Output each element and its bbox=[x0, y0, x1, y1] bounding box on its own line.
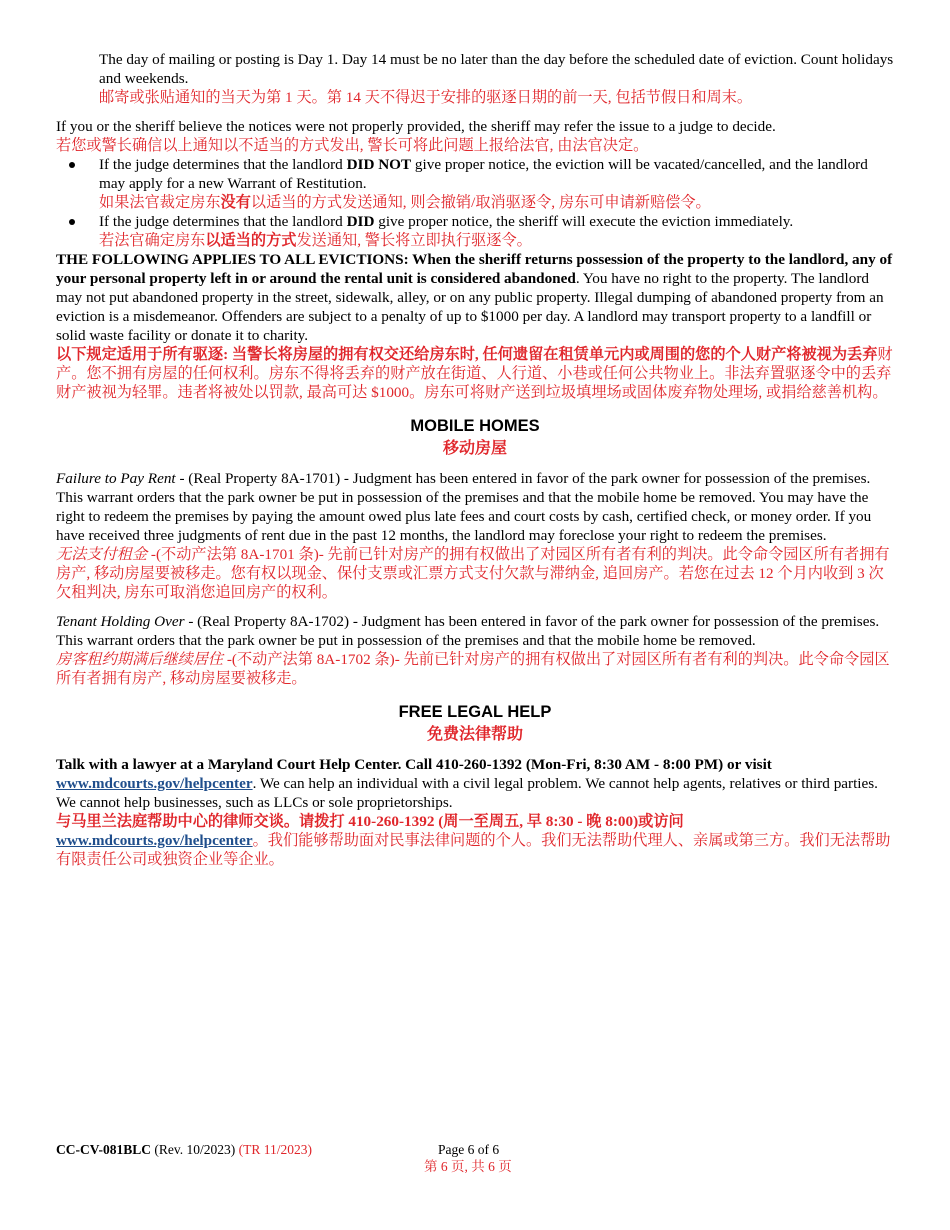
legal-help-zh: 与马里兰法庭帮助中心的律师交谈。请拨打 410-260-1392 (周一至周五, 早 8:30 - 晚 8:00)或访问 www.mdcourts.gov/helpcenter。我们能够帮助面对民事法律问题的个人。我们无法帮助代理人、亲属或第三方。我们无法帮助有限责任公司或独资企业等企业。 bbox=[56, 813, 891, 868]
help-center-link[interactable]: www.mdcourts.gov/helpcenter bbox=[56, 775, 253, 792]
list-item: If the judge determines that the landlord DID NOT give proper notice, the eviction will be vacated/cancelled, and the landlord may apply for a new Warrant of Restitution. 如果法官裁定房东没有以适当的方式发送通知, 则会撤销/取消驱逐令, 房东可申请新赔偿令。 bbox=[56, 155, 894, 212]
mobile-homes-heading-zh: 移动房屋 bbox=[442, 438, 507, 457]
help-center-link-zh[interactable]: www.mdcourts.gov/helpcenter bbox=[56, 832, 253, 849]
sheriff-refer-zh: 若您或警长确信以上通知以不适当的方式发出, 警长可将此问题上报给法官, 由法官决定。 bbox=[56, 137, 649, 154]
bullet-icon bbox=[69, 219, 75, 225]
legal-help-en: Talk with a lawyer at a Maryland Court Help Center. Call 410-260-1392 (Mon-Fri, 8:30 AM - 8:00 PM) or visit www.mdcourts.gov/helpcenter. We can help an individual with a civil legal problem. We cannot help agents, relatives or third parties. We cannot help businesses, such as LLCs or sole proprietorships. bbox=[56, 756, 878, 811]
holding-over-zh: 房客租约期满后继续居住 -(不动产法第 8A-1702 条)- 先前已针对房产的拥有权做出了对园区所有者有利的判决。此令命令园区所有者拥有房产, 移动房屋要被移走。 bbox=[56, 651, 890, 687]
day-rule-en: The day of mailing or posting is Day 1. Day 14 must be no later than the day before the scheduled date of eviction. Count holidays and weekends. bbox=[99, 51, 894, 87]
day-rule-block bbox=[56, 50, 894, 107]
day-rule-zh: 邮寄或张贴通知的当天为第 1 天。第 14 天不得迟于安排的驱逐日期的前一天, 包括节假日和周末。 bbox=[99, 89, 753, 106]
list-item: If the judge determines that the landlord DID give proper notice, the sheriff will execute the eviction immediately. 若法官确定房东以适当的方式发送通知, 警长将立即执行驱逐令。 bbox=[56, 212, 894, 250]
page-number: Page 6 of 6 bbox=[438, 1142, 500, 1157]
sheriff-refer-en: If you or the sheriff believe the notices were not properly provided, the sheriff may refer the issue to a judge to decide. bbox=[56, 118, 776, 135]
failure-to-pay-en: Failure to Pay Rent - (Real Property 8A-1701) - Judgment has been entered in favor of the park owner for possession of the premises. This warrant orders that the park owner be put in possession of the premises and that the mobile home be removed. You may have the right to redeem the premises by paying the amount owed plus late fees and court costs by cash, certified check, or money order. If you have received three judgments of rent due in the past 12 months, the landlord may foreclose your right to redeem the premises. bbox=[56, 470, 872, 544]
form-id: CC-CV-081BLC (Rev. 10/2023) (TR 11/2023) bbox=[56, 1142, 312, 1157]
document-page bbox=[56, 50, 894, 869]
all-evictions-zh: 以下规定适用于所有驱逐: 当警长将房屋的拥有权交还给房东时, 任何遗留在租赁单元内或周围的您的个人财产将被视为丢弃财产。您不拥有房屋的任何权利。房东不得将丢弃的财产放在街道、人行道、小巷或任何公共物业上。非法弃置驱逐令中的丢弃财产被视为轻罪。违者将被处以罚款, 最高可达 $1000。房东可将财产送到垃圾填埋场或固体废弃物处理场, 或捐给慈善机构。 bbox=[56, 346, 893, 401]
failure-to-pay-zh: 无法支付租金 -(不动产法第 8A-1701 条)- 先前已针对房产的拥有权做出了对园区所有者有利的判决。此令命令园区所有者拥有房产, 移动房屋要被移走。您有权以现金、保付支票或汇票方式支付欠款与滞纳金, 追回房产。若您在过去 12 个月内收到 3 次欠租判决, 房东可取消您追回房产的权利。 bbox=[56, 546, 890, 601]
judge-outcome-list bbox=[56, 155, 894, 250]
legal-help-heading: FREE LEGAL HELP bbox=[398, 703, 552, 721]
page-number-zh: 第 6 页, 共 6 页 bbox=[424, 1159, 512, 1174]
bullet-icon bbox=[69, 162, 75, 168]
holding-over-en: Tenant Holding Over - (Real Property 8A-1702) - Judgment has been entered in favor of the park owner for possession of the premises. This warrant orders that the park owner be put in possession of the premises and that the mobile home be removed. bbox=[56, 613, 880, 649]
legal-help-heading-zh: 免费法律帮助 bbox=[426, 724, 523, 743]
mobile-homes-heading: MOBILE HOMES bbox=[410, 417, 540, 435]
all-evictions-en: THE FOLLOWING APPLIES TO ALL EVICTIONS: When the sheriff returns possession of the property to the landlord, any of your personal property left in or around the rental unit is considered abandoned. You have no right to the property. The landlord may not put abandoned property in the street, sidewalk, alley, or on any public property. Illegal dumping of abandoned property from an eviction is a misdemeanor. Offenders are subject to a penalty of up to $1000 per day. A landlord may transport property to a landfill or solid waste facility or donate it to charity. bbox=[56, 251, 893, 344]
